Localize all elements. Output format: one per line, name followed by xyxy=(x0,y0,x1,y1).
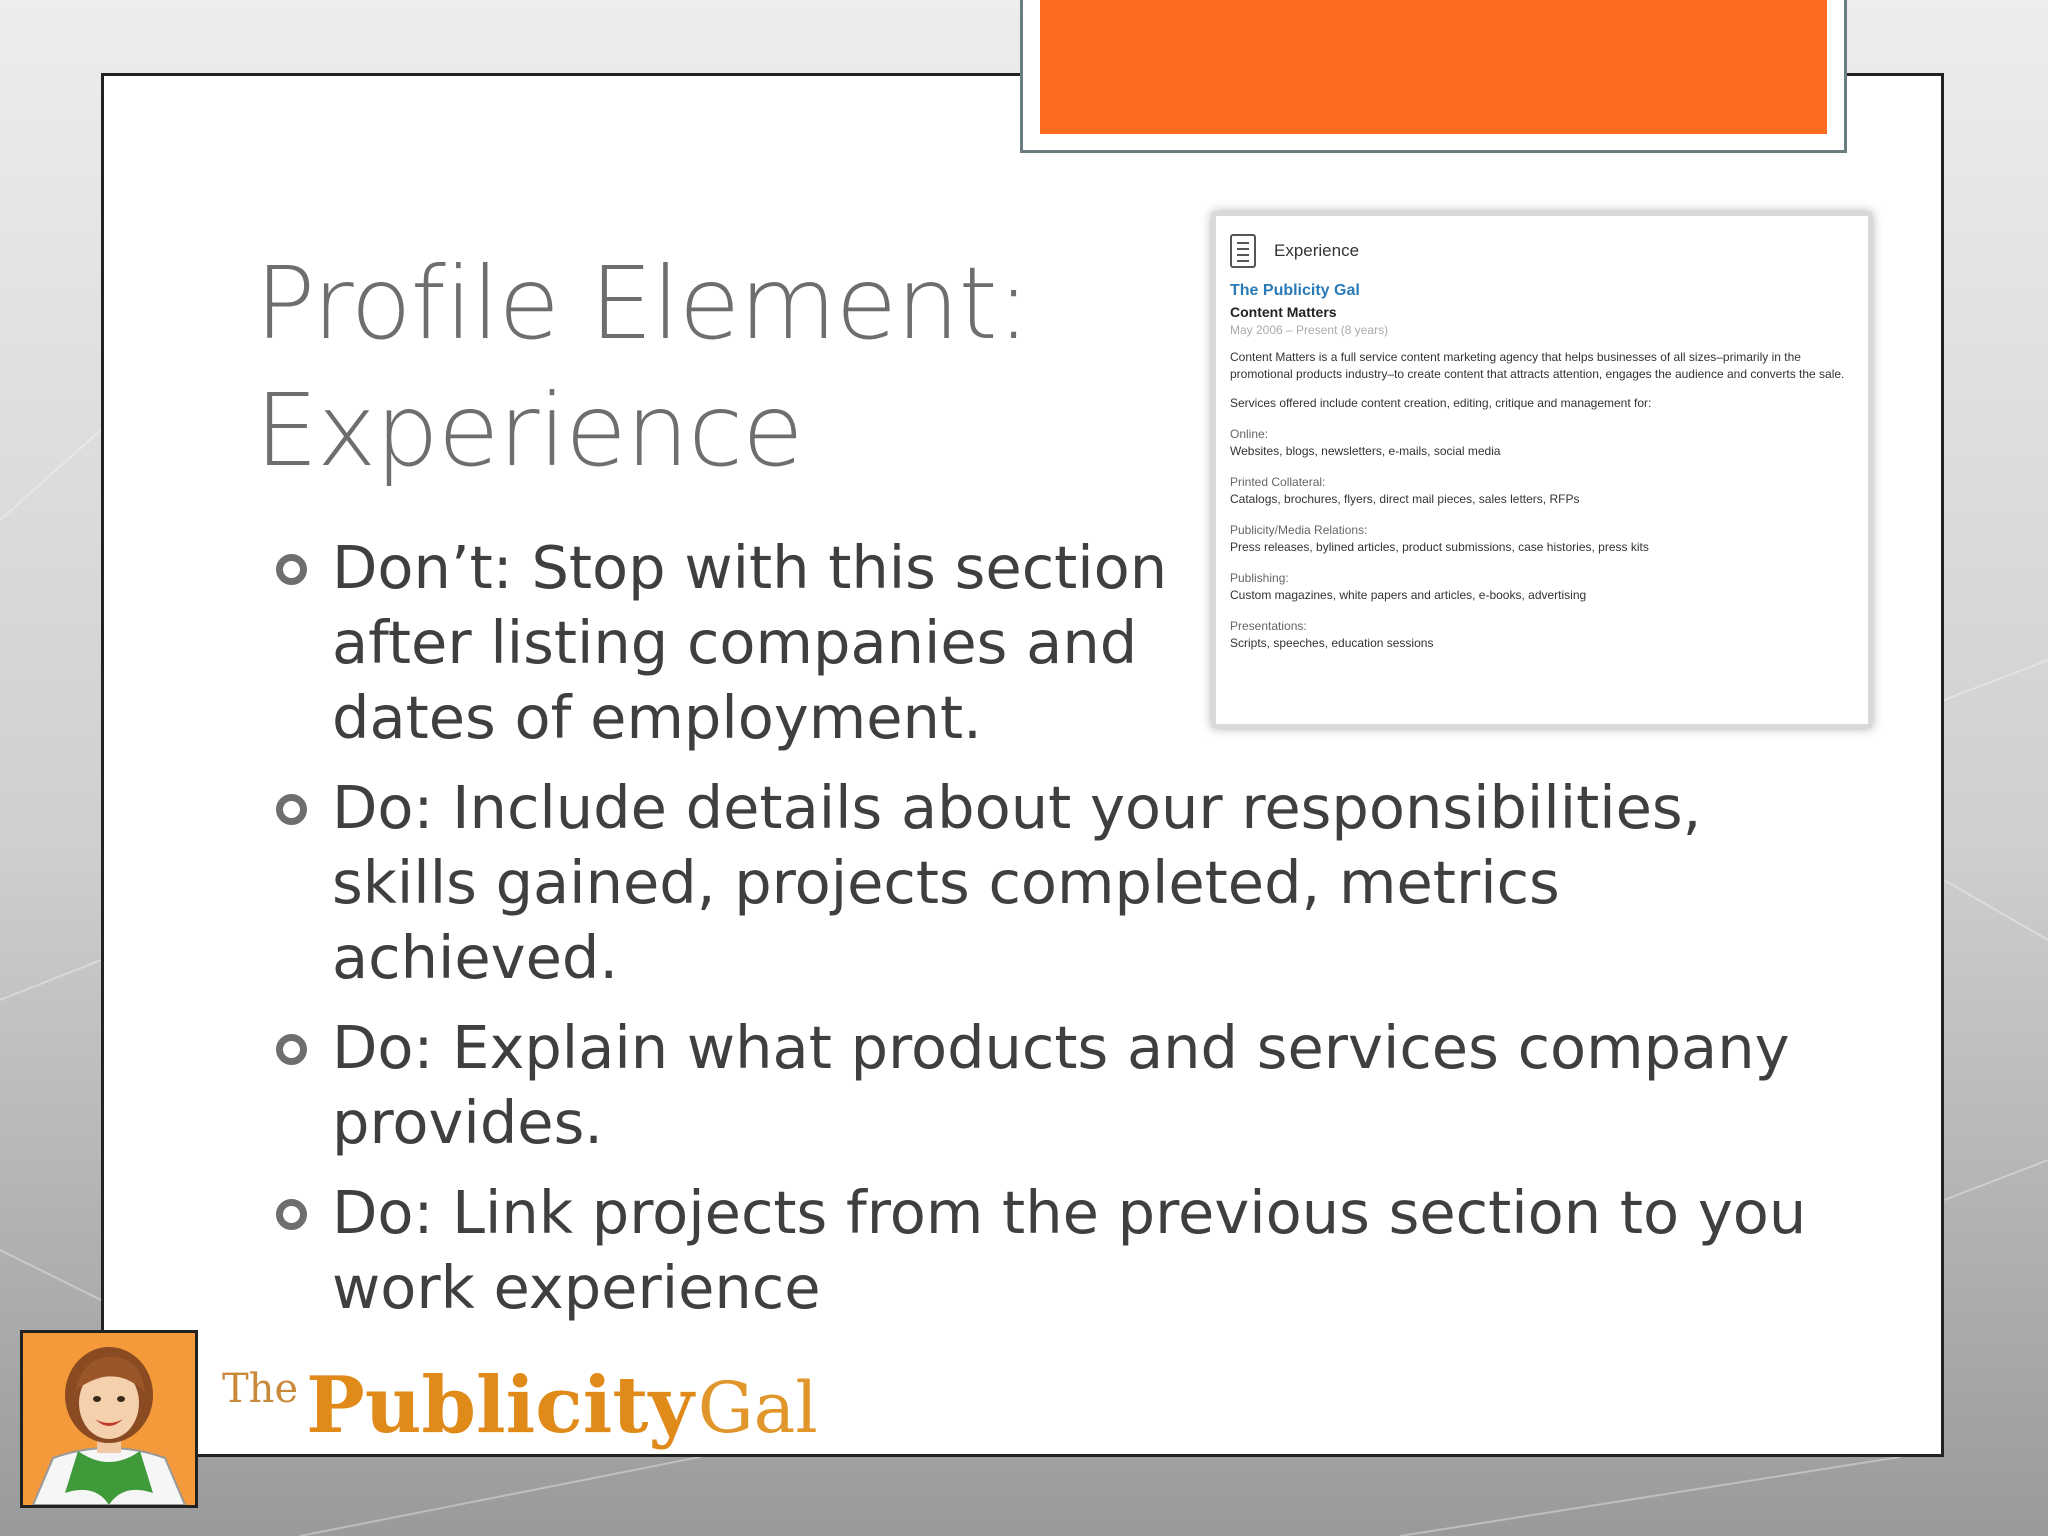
logo-gal: Gal xyxy=(697,1367,818,1449)
cartoon-woman-illustration xyxy=(23,1333,195,1505)
bullet-text: Do: Explain what products and services company provides. xyxy=(332,1013,1790,1157)
job-dates: May 2006 – Present (8 years) xyxy=(1230,323,1389,337)
publicity-gal-avatar xyxy=(20,1330,198,1508)
bullet-text: Don’t: Stop with this section after listing companies and dates of employment. xyxy=(332,533,1168,752)
service-group-label: Publicity/Media Relations: xyxy=(1230,523,1368,537)
service-group xyxy=(1230,522,1854,556)
job-title: Content Matters xyxy=(1230,304,1337,320)
service-group-label: Presentations: xyxy=(1230,619,1307,633)
service-group xyxy=(1230,570,1854,604)
title-line-2: Experience xyxy=(255,372,803,489)
bullet-item xyxy=(270,1175,1850,1325)
logo-publicity: Publicity xyxy=(306,1360,694,1451)
document-icon xyxy=(1230,234,1256,268)
services-intro: Services offered include content creation, editing, critique and management for: xyxy=(1230,396,1652,410)
experience-heading: Experience xyxy=(1274,241,1360,260)
service-group-value: Press releases, bylined articles, product submissions, case histories, press kits xyxy=(1230,540,1649,554)
bullet-circle-icon xyxy=(276,554,307,585)
title-line-1: Profile Element: xyxy=(255,245,1030,362)
service-group-label: Printed Collateral: xyxy=(1230,475,1326,489)
service-group xyxy=(1230,474,1854,508)
publicity-gal-logo xyxy=(222,1360,818,1460)
orange-accent-bar xyxy=(1040,0,1827,134)
service-group-label: Online: xyxy=(1230,427,1269,441)
logo-the: The xyxy=(222,1366,299,1412)
service-group-label: Publishing: xyxy=(1230,571,1289,585)
service-group-value: Catalogs, brochures, flyers, direct mail pieces, sales letters, RFPs xyxy=(1230,492,1580,506)
job-description: Content Matters is a full service content marketing agency that helps businesses of all sizes–primarily in the promotional products industry–to create content that attracts attention, engages the audience and converts the sale. xyxy=(1230,350,1845,381)
service-group-value: Websites, blogs, newsletters, e-mails, social media xyxy=(1230,444,1501,458)
service-group-value: Scripts, speeches, education sessions xyxy=(1230,636,1434,650)
bullet-circle-icon xyxy=(276,1199,307,1230)
bullet-item xyxy=(270,1010,1850,1160)
bullet-circle-icon xyxy=(276,1034,307,1065)
slide-title xyxy=(255,240,1075,494)
bullet-text: Do: Link projects from the previous section to you work experience xyxy=(332,1178,1807,1322)
bullet-circle-icon xyxy=(276,794,307,825)
experience-screenshot xyxy=(1212,212,1872,728)
service-group xyxy=(1230,426,1854,460)
bullet-text: Do: Include details about your responsibilities, skills gained, projects completed, metrics achieved. xyxy=(332,773,1702,992)
experience-header xyxy=(1230,234,1854,268)
company-link: The Publicity Gal xyxy=(1230,282,1360,299)
service-group xyxy=(1230,618,1854,652)
bullet-item xyxy=(270,770,1850,995)
bullet-item xyxy=(270,530,1252,755)
service-group-value: Custom magazines, white papers and articles, e-books, advertising xyxy=(1230,588,1587,602)
